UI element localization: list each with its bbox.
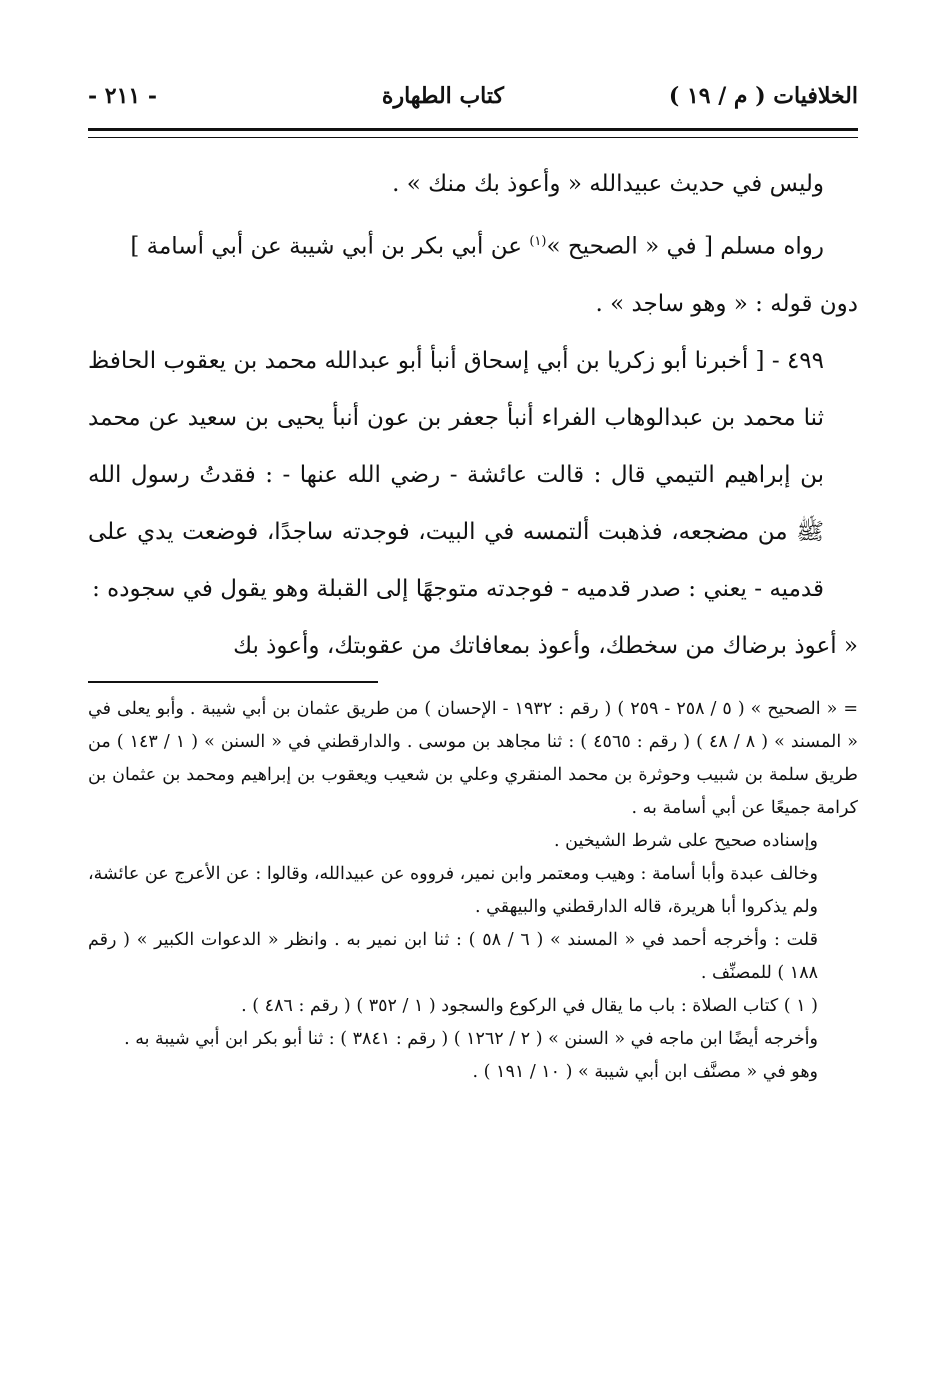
page-number: - ٢١١ - bbox=[88, 83, 158, 109]
footnote-paragraph: ( ١ ) كتاب الصلاة : باب ما يقال في الركوع والسجود ( ١ / ٣٥٢ ) ( رقم : ٤٨٦ ) . bbox=[241, 995, 818, 1016]
quote-line: « أعوذ برضاك من سخطك، وأعوذ بمعافاتك من عقوبتك، وأعوذ بك bbox=[233, 632, 858, 659]
text-line: وليس في حديث عبيدالله « وأعوذ بك منك » . bbox=[392, 171, 824, 197]
footnote-paragraph: قلت : وأخرجه أحمد في « المسند » ( ٦ / ٥٨ ) : ثنا ابن نمير به . وانظر « الدعوات الكبير » ( رقم ١٨٨ ) للمصنِّف . bbox=[88, 929, 818, 983]
book-title: كتاب الطهارة bbox=[381, 83, 504, 109]
hadith-paragraph: ٤٩٩ - [ أخبرنا أبو زكريا بن أبي إسحاق أنبأ أبو عبدالله محمد بن يعقوب الحافظ ثنا محمد بن عبدالوهاب الفراء أنبأ جعفر بن عون أنبأ يحيى بن سعيد عن محمد بن إبراهيم التيمي قال : قالت عائشة - رضي الله عنها - : فقدتُ رسول الله ﷺ من مضجعه، فذهبت ألتمسه في البيت، فوجدته ساجدًا، فوضعت يدي على قدميه - يعني : صدر قدميه - فوجدته متوجهًا إلى القبلة وهو يقول في سجوده : bbox=[88, 347, 824, 602]
header-rule-thin bbox=[88, 137, 858, 138]
footnote-paragraph: وهو في « مصنَّف ابن أبي شيبة » ( ١٠ / ١٩١ ) . bbox=[472, 1061, 818, 1082]
footnote-paragraph: وأخرجه أيضًا ابن ماجه في « السنن » ( ٢ / ١٢٦٢ ) ( رقم : ٣٨٤١ ) : ثنا أبو بكر ابن أبي شيبة به . bbox=[124, 1028, 818, 1049]
footnote-paragraph: وخالف عبدة وأبا أسامة : وهيب ومعتمر وابن نمير، فرووه عن عبيدالله، وقالوا : عن الأعرج عن عائشة، ولم يذكروا أبا هريرة، قاله الدارقطني والبيهقي . bbox=[88, 863, 818, 917]
text-span: عن أبي بكر بن أبي شيبة عن أبي أسامة ] bbox=[130, 233, 530, 260]
header-rule-thick bbox=[88, 128, 858, 134]
running-title: الخلافيات ( م / ١٩ ) bbox=[668, 83, 858, 109]
footnote-marker: (١) bbox=[529, 234, 547, 249]
footnotes bbox=[88, 693, 858, 1089]
text-span: رواه مسلم [ في « الصحيح » bbox=[546, 233, 824, 260]
main-text bbox=[88, 156, 858, 675]
footnote-paragraph: = « الصحيح » ( ٥ / ٢٥٨ - ٢٥٩ ) ( رقم : ١٩٣٢ - الإحسان ) من طريق عثمان بن أبي شيبة . وأبو يعلى في « المسند » ( ٨ / ٤٨ ) ( رقم : ٤٥٦٥ ) : ثنا مجاهد بن موسى . والدارقطني في « السنن » ( ١ / ١٤٣ ) من طريق سلمة بن شبيب وحوثرة بن محمد المنقري وعلي بن شعيب ويعقوب بن إبراهيم ومحمد بن عثمان بن كرامة جميعًا عن أبي أسامة به . bbox=[88, 698, 858, 818]
text-line: دون قوله : « وهو ساجد » . bbox=[595, 290, 858, 317]
footnote-separator bbox=[88, 681, 378, 683]
text-line bbox=[88, 213, 858, 276]
document-page bbox=[88, 70, 858, 1089]
page-header bbox=[88, 70, 858, 122]
footnote-paragraph: وإسناده صحيح على شرط الشيخين . bbox=[554, 830, 818, 851]
